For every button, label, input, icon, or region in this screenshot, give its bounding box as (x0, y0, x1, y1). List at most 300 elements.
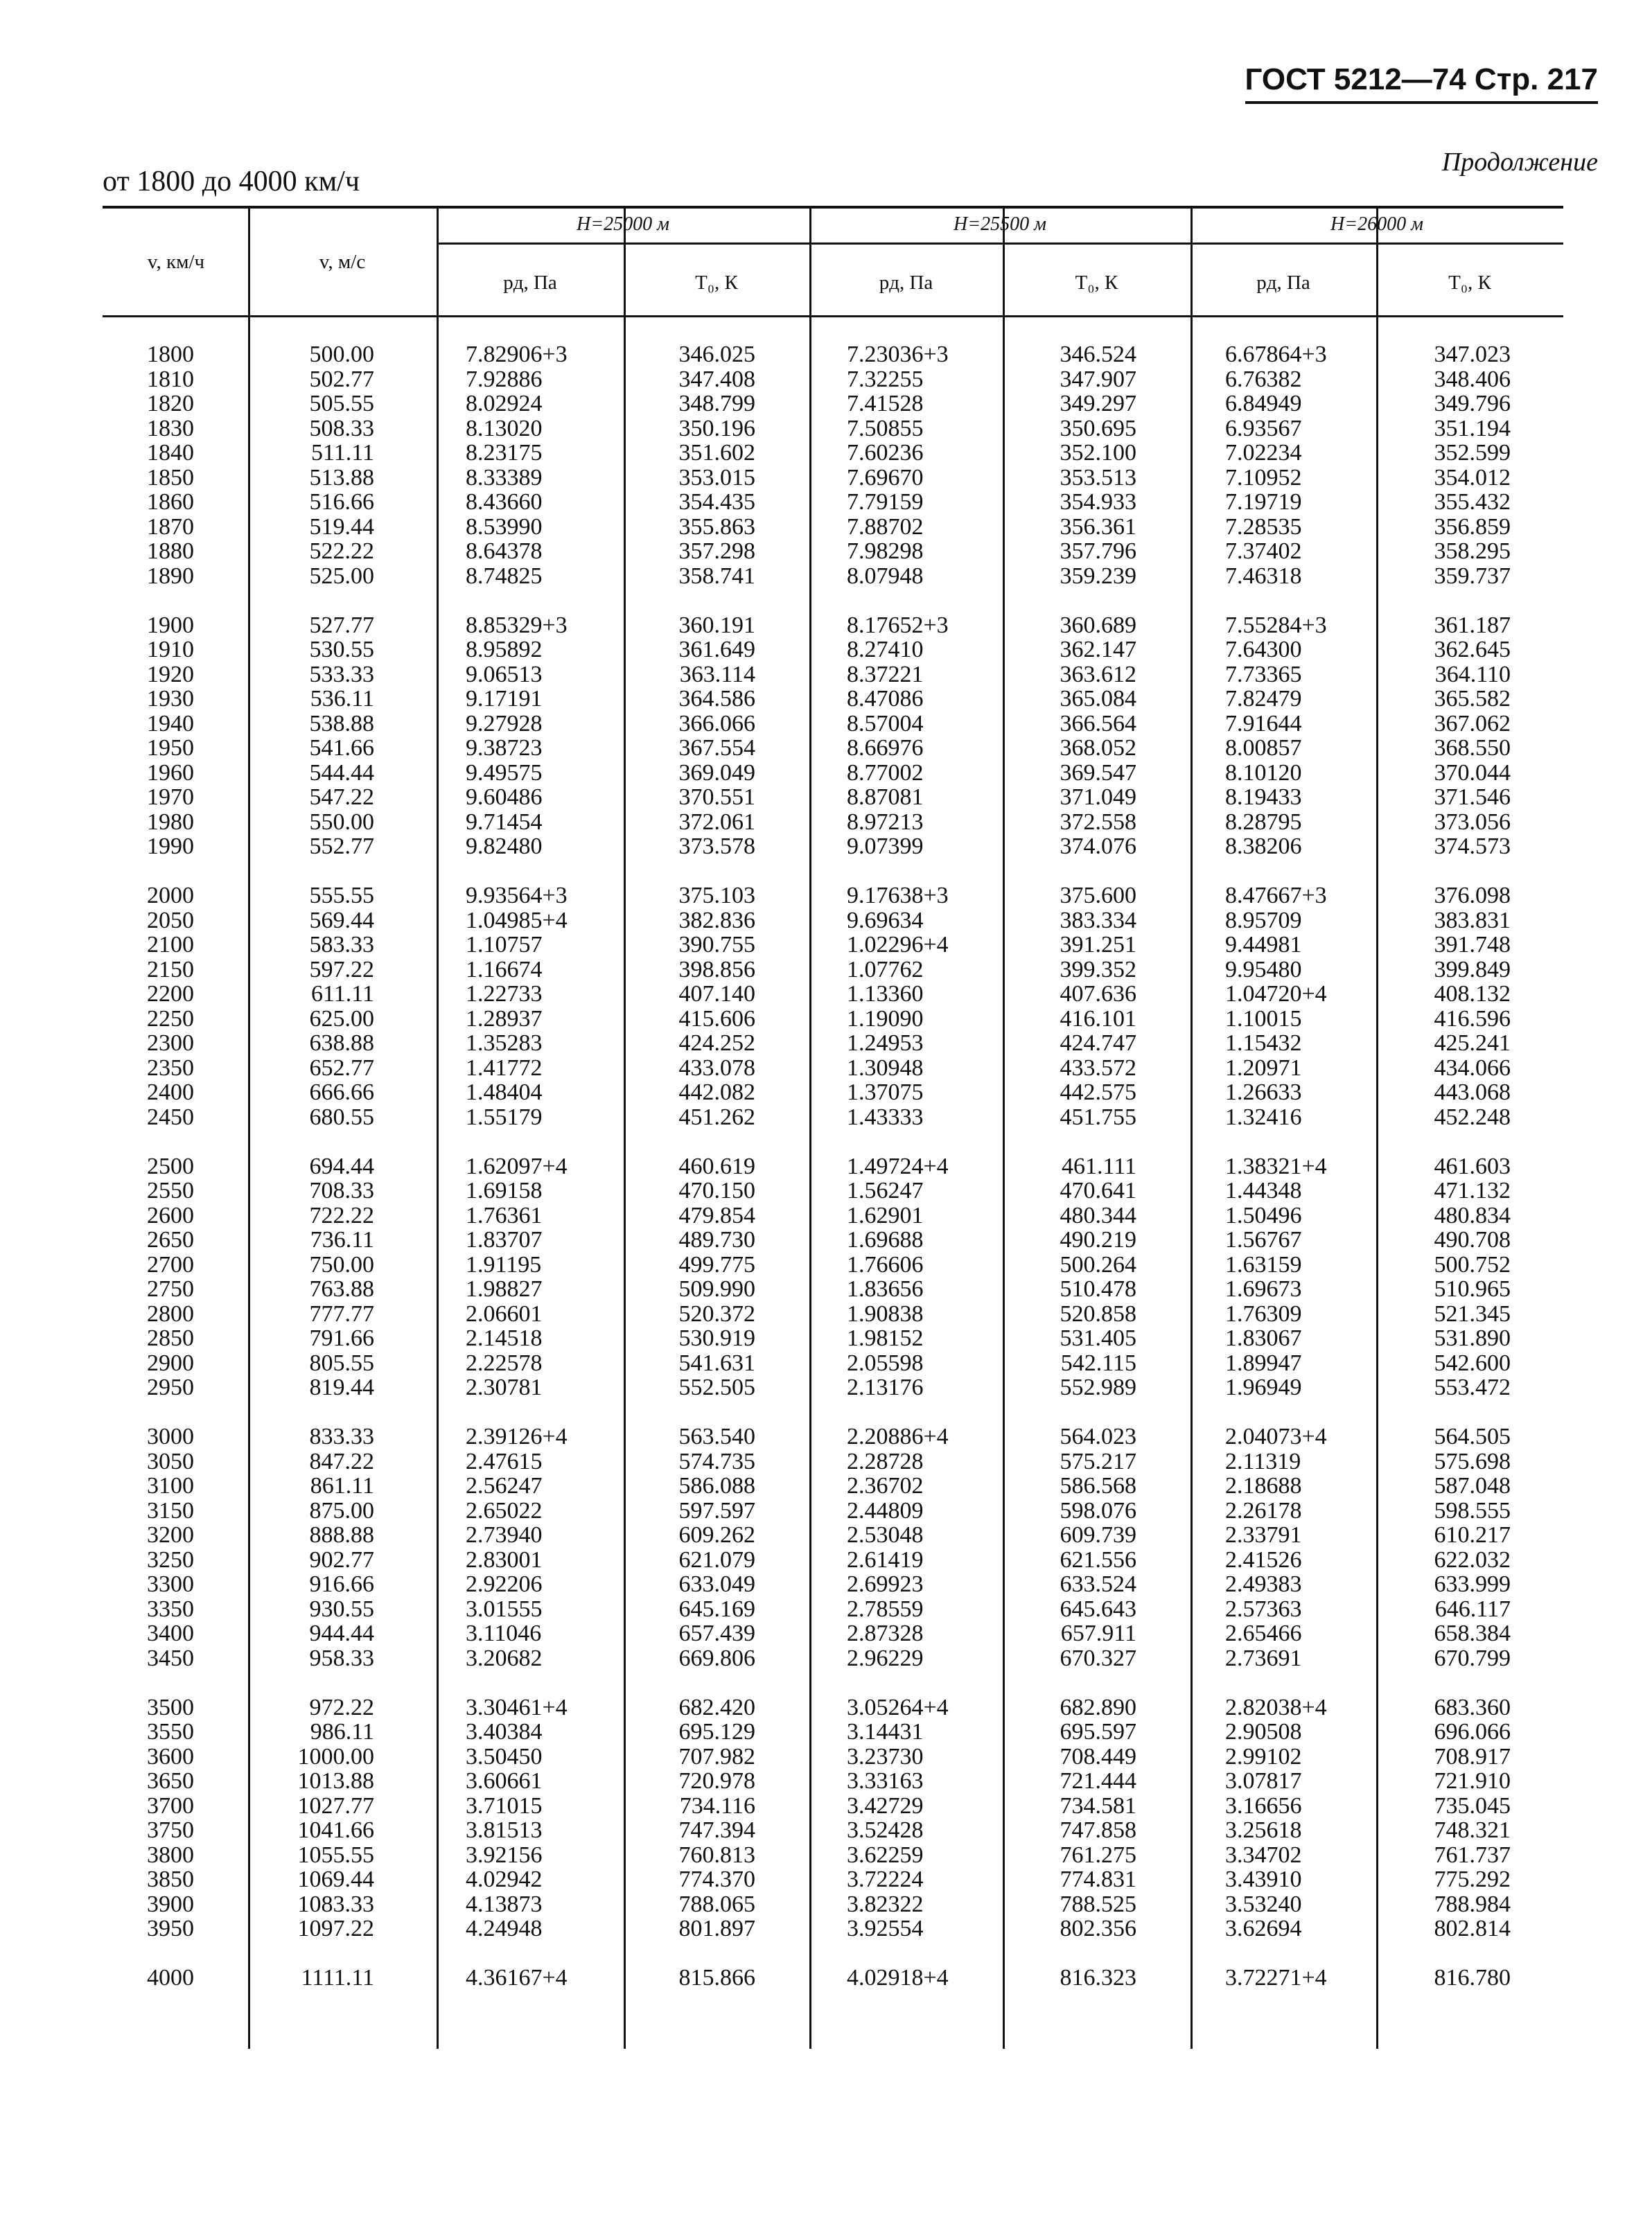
table-cell: 2.78559 (847, 1596, 924, 1622)
table-cell: 3400 (147, 1621, 194, 1646)
table-cell: 8.02924 (466, 391, 543, 416)
table-cell: 8.38206 (1225, 834, 1302, 859)
table-cell: 8.33389 (466, 464, 543, 491)
table-cell: 8.23175 (466, 440, 543, 466)
table-cell: 1840 (147, 440, 194, 466)
table-cell: 774.370 (678, 1867, 755, 1892)
table-cell: 2.83001 (466, 1546, 543, 1573)
table-cell: 707.982 (678, 1743, 755, 1770)
table-cell: 2.13176 (847, 1375, 924, 1400)
table-cell: 9.06513 (466, 661, 543, 687)
table-cell: 2600 (147, 1202, 194, 1228)
table-cell: 398.856 (678, 956, 755, 982)
table-cell: 4.02942 (466, 1867, 543, 1892)
speed-range-title: от 1800 до 4000 км/ч (103, 166, 360, 197)
table-cell: 1.69688 (847, 1227, 924, 1253)
table-cell: 461.111 (1062, 1153, 1136, 1179)
table-cell: 350.196 (678, 415, 755, 441)
table-cell: 7.02234 (1225, 440, 1302, 466)
table-cell: 847.22 (309, 1448, 374, 1474)
table-cell: 2500 (147, 1153, 194, 1179)
table-cell: 358.295 (1434, 538, 1511, 564)
table-cell: 8.85329+3 (466, 612, 568, 638)
table-cell: 3.72224 (847, 1867, 924, 1892)
table-cell: 1.76361 (466, 1202, 543, 1228)
table-cell: 2550 (147, 1178, 194, 1203)
table-cell: 2.18688 (1225, 1473, 1302, 1499)
table-cell: 542.600 (1434, 1350, 1511, 1376)
table-cell: 1.76606 (847, 1251, 924, 1278)
table-cell: 625.00 (309, 1005, 374, 1032)
table-cell: 2.92206 (466, 1571, 543, 1597)
table-cell: 2950 (147, 1375, 194, 1400)
row-gap (1400, 588, 1511, 613)
table-cell: 355.432 (1434, 489, 1511, 515)
table-cell: 802.356 (1060, 1916, 1136, 1941)
table-cell: 525.00 (309, 563, 374, 589)
table-cell: 356.859 (1434, 513, 1511, 540)
table-cell: 351.194 (1434, 415, 1511, 441)
table-cell: 2.28728 (847, 1448, 924, 1474)
table-cell: 2.87328 (847, 1621, 924, 1646)
group-header-h25500: H=25500 м (954, 213, 1046, 235)
table-cell: 425.241 (1434, 1030, 1511, 1056)
row-gap (466, 1400, 618, 1425)
table-cell: 370.044 (1434, 759, 1511, 786)
column-pd-25000 (466, 342, 618, 1991)
table-cell: 805.55 (309, 1350, 374, 1376)
table-cell: 530.919 (678, 1325, 755, 1351)
table-cell: 1.24953 (847, 1030, 924, 1056)
row-gap (1400, 1129, 1511, 1154)
col-header-t0: T₀, К (1075, 272, 1118, 294)
table-cell: 1.62097+4 (466, 1153, 568, 1179)
table-cell: 373.578 (678, 834, 755, 859)
table-cell: 3.07817 (1225, 1768, 1302, 1794)
table-cell: 720.978 (678, 1768, 755, 1794)
table-cell: 4.02918+4 (847, 1965, 949, 1991)
table-cell: 1.56767 (1225, 1227, 1302, 1253)
table-cell: 2700 (147, 1251, 194, 1278)
table-cell: 735.045 (1434, 1792, 1511, 1819)
table-cell: 816.323 (1060, 1965, 1136, 1991)
page-header: ГОСТ 5212—74 Стр. 217 (1245, 62, 1598, 104)
table-cell: 1.76309 (1225, 1300, 1302, 1327)
table-cell: 452.248 (1434, 1104, 1511, 1130)
table-cell: 370.551 (678, 784, 755, 810)
table-cell: 669.806 (678, 1645, 755, 1671)
table-cell: 666.66 (309, 1079, 374, 1105)
table-cell: 2050 (147, 907, 194, 933)
table-cell: 8.53990 (466, 513, 543, 540)
table-cell: 2.41526 (1225, 1546, 1302, 1573)
table-cell: 3.01555 (466, 1596, 543, 1622)
table-cell: 9.93564+3 (466, 883, 568, 908)
table-cell: 7.73365 (1225, 661, 1302, 687)
table-cell: 348.406 (1434, 366, 1511, 392)
table-cell: 373.056 (1434, 809, 1511, 835)
table-cell: 353.015 (678, 464, 755, 491)
table-cell: 7.64300 (1225, 637, 1302, 662)
table-cell: 1.19090 (847, 1005, 924, 1032)
table-cell: 633.049 (678, 1571, 755, 1597)
row-gap (1019, 1941, 1136, 1966)
continuation-label: Продолжение (1441, 148, 1598, 177)
col-header-pd: pд, Па (879, 272, 933, 294)
table-cell: 352.100 (1060, 440, 1136, 466)
row-gap (466, 1129, 618, 1154)
table-cell: 541.631 (678, 1350, 755, 1376)
table-cell: 480.834 (1434, 1202, 1511, 1228)
table-cell: 587.048 (1434, 1473, 1511, 1499)
table-cell: 1.20971 (1225, 1055, 1302, 1081)
table-cell: 598.555 (1434, 1497, 1511, 1524)
table-cell: 460.619 (678, 1153, 755, 1179)
table-cell: 815.866 (678, 1965, 755, 1991)
table-cell: 670.799 (1434, 1645, 1511, 1671)
column-t0-26000 (1400, 342, 1511, 1991)
table-cell: 574.735 (678, 1448, 755, 1474)
table-cell: 888.88 (309, 1522, 374, 1548)
table-cell: 8.10120 (1225, 759, 1302, 786)
table-cell: 364.110 (1434, 661, 1511, 687)
table-cell: 1.83707 (466, 1227, 543, 1253)
row-gap (644, 1400, 755, 1425)
table-cell: 416.101 (1060, 1005, 1136, 1032)
table-cell: 622.032 (1434, 1546, 1511, 1573)
col-header-pd: pд, Па (1256, 272, 1310, 294)
table-cell: 8.47086 (847, 686, 924, 712)
table-cell: 433.078 (678, 1055, 755, 1081)
table-cell: 1111.11 (301, 1965, 374, 1991)
table-cell: 8.95892 (466, 637, 543, 662)
table-cell: 1.04985+4 (466, 907, 568, 933)
row-gap (1019, 588, 1136, 613)
table-cell: 734.581 (1060, 1792, 1136, 1819)
table-cell: 3.50450 (466, 1743, 543, 1770)
row-gap (847, 1941, 999, 1966)
table-cell: 2.57363 (1225, 1596, 1302, 1622)
table-cell: 490.219 (1060, 1227, 1136, 1253)
table-cell: 694.44 (309, 1153, 374, 1179)
table-cell: 356.361 (1060, 513, 1136, 540)
table-cell: 2.56247 (466, 1473, 543, 1499)
table-cell: 533.33 (309, 661, 374, 687)
row-gap (104, 588, 194, 613)
table-cell: 2800 (147, 1300, 194, 1327)
group-rule (437, 242, 809, 245)
table-cell: 930.55 (309, 1596, 374, 1622)
table-cell: 2400 (147, 1079, 194, 1105)
table-cell: 1000.00 (297, 1743, 374, 1770)
table-cell: 2000 (147, 883, 194, 908)
table-cell: 531.890 (1434, 1325, 1511, 1351)
table-cell: 1890 (147, 563, 194, 589)
table-cell: 695.597 (1060, 1719, 1136, 1745)
table-cell: 9.82480 (466, 834, 543, 859)
table-cell: 875.00 (309, 1497, 374, 1524)
table-cell: 3.11046 (466, 1621, 542, 1646)
table-cell: 362.645 (1434, 637, 1511, 662)
table-cell: 358.741 (678, 563, 755, 589)
table-cell: 1027.77 (297, 1792, 374, 1819)
col-header-v-ms: v, м/с (319, 251, 366, 273)
table-cell: 652.77 (309, 1055, 374, 1081)
table-cell: 520.372 (678, 1300, 755, 1327)
table-cell: 542.115 (1060, 1350, 1136, 1376)
table-cell: 1.37075 (847, 1079, 924, 1105)
table-cell: 7.60236 (847, 440, 924, 466)
table-cell: 505.55 (309, 391, 374, 416)
row-gap (644, 1670, 755, 1695)
table-cell: 408.132 (1434, 981, 1511, 1007)
table-cell: 1.89947 (1225, 1350, 1302, 1376)
table-cell: 3.14431 (847, 1719, 924, 1745)
table-cell: 3300 (147, 1571, 194, 1597)
table-cell: 1.35283 (466, 1030, 543, 1056)
table-cell: 3.81513 (466, 1817, 543, 1843)
table-cell: 368.052 (1060, 735, 1136, 761)
table-cell: 9.38723 (466, 735, 543, 761)
row-gap (847, 588, 999, 613)
row-gap (1225, 588, 1371, 613)
table-cell: 8.87081 (847, 784, 924, 810)
table-cell: 1.98152 (847, 1325, 924, 1351)
group-header-h25000: H=25000 м (577, 213, 669, 235)
column-divider (248, 206, 250, 2049)
row-gap (466, 588, 618, 613)
table-cell: 3000 (147, 1424, 194, 1449)
table-cell: 552.505 (678, 1375, 755, 1400)
table-cell: 722.22 (309, 1202, 374, 1228)
column-divider (1003, 206, 1005, 2049)
row-gap (104, 1129, 194, 1154)
table-cell: 3700 (147, 1792, 194, 1819)
table-cell: 2850 (147, 1325, 194, 1351)
table-cell: 371.049 (1060, 784, 1136, 810)
column-divider (809, 206, 811, 2049)
table-cell: 352.599 (1434, 440, 1511, 466)
table-cell: 708.33 (309, 1178, 374, 1203)
table-cell: 9.95480 (1225, 956, 1302, 982)
table-cell: 442.575 (1060, 1079, 1136, 1105)
table-cell: 774.831 (1060, 1867, 1136, 1892)
column-v-ms (263, 342, 374, 1991)
table-cell: 391.251 (1060, 932, 1136, 958)
table-cell: 1950 (147, 735, 194, 761)
table-cell: 538.88 (309, 710, 374, 737)
table-cell: 9.44981 (1225, 932, 1302, 958)
table-cell: 9.69634 (847, 907, 924, 933)
table-cell: 1.13360 (847, 981, 924, 1007)
table-cell: 500.752 (1434, 1251, 1511, 1278)
table-cell: 1.63159 (1225, 1251, 1302, 1278)
table-cell: 2.33791 (1225, 1522, 1302, 1548)
table-cell: 3500 (147, 1694, 194, 1720)
table-cell: 621.556 (1060, 1546, 1136, 1573)
table-cell: 1900 (147, 612, 194, 638)
table-cell: 1870 (147, 513, 194, 540)
table-cell: 3450 (147, 1645, 194, 1671)
table-header-rule (103, 315, 1563, 317)
row-gap (644, 588, 755, 613)
table-cell: 508.33 (309, 415, 374, 441)
table-cell: 8.95709 (1225, 907, 1302, 933)
table-cell: 3750 (147, 1817, 194, 1843)
table-cell: 775.292 (1434, 1867, 1511, 1892)
row-gap (104, 859, 194, 884)
table-cell: 1013.88 (297, 1768, 374, 1794)
table-cell: 511.11 (311, 440, 374, 466)
table-cell: 2.11319 (1225, 1448, 1301, 1474)
table-cell: 3.60661 (466, 1768, 543, 1794)
row-gap (1400, 859, 1511, 884)
table-cell: 9.17638+3 (847, 883, 949, 908)
table-cell: 611.11 (311, 981, 374, 1007)
table-cell: 958.33 (309, 1645, 374, 1671)
table-cell: 1.15432 (1225, 1030, 1302, 1056)
table-cell: 3850 (147, 1867, 194, 1892)
table-cell: 6.84949 (1225, 391, 1302, 416)
table-cell: 2.06601 (466, 1300, 543, 1327)
group-rule (809, 242, 1190, 245)
column-v-kmh (104, 342, 194, 1991)
table-cell: 369.049 (678, 759, 755, 786)
table-cell: 349.796 (1434, 391, 1511, 416)
table-cell: 369.547 (1060, 759, 1136, 786)
table-cell: 575.217 (1060, 1448, 1136, 1474)
table-cell: 1.38321+4 (1225, 1153, 1327, 1179)
table-cell: 7.91644 (1225, 710, 1302, 737)
table-cell: 536.11 (310, 686, 374, 712)
table-cell: 354.012 (1434, 464, 1511, 491)
table-cell: 347.023 (1434, 342, 1511, 367)
table-cell: 1960 (147, 759, 194, 786)
table-cell: 680.55 (309, 1104, 374, 1130)
table-cell: 633.524 (1060, 1571, 1136, 1597)
table-cell: 8.00857 (1225, 735, 1302, 761)
table-cell: 2.49383 (1225, 1571, 1302, 1597)
table-cell: 3.25618 (1225, 1817, 1302, 1843)
row-gap (263, 859, 374, 884)
table-cell: 683.360 (1434, 1694, 1511, 1720)
table-cell: 563.540 (678, 1424, 755, 1449)
table-cell: 9.49575 (466, 759, 543, 786)
table-cell: 3250 (147, 1546, 194, 1573)
table-cell: 363.612 (1060, 661, 1136, 687)
table-cell: 3.05264+4 (847, 1694, 949, 1720)
table-cell: 902.77 (309, 1546, 374, 1573)
table-cell: 374.573 (1434, 834, 1511, 859)
table-cell: 2650 (147, 1227, 194, 1253)
table-cell: 365.582 (1434, 686, 1511, 712)
table-cell: 547.22 (309, 784, 374, 810)
row-gap (1225, 859, 1371, 884)
table-cell: 374.076 (1060, 834, 1136, 859)
table-cell: 1.50496 (1225, 1202, 1302, 1228)
table-cell: 366.564 (1060, 710, 1136, 737)
table-cell: 357.298 (678, 538, 755, 564)
table-cell: 364.586 (678, 686, 755, 712)
table-cell: 2.22578 (466, 1350, 543, 1376)
table-cell: 3.23730 (847, 1743, 924, 1770)
table-cell: 1.62901 (847, 1202, 924, 1228)
table-cell: 7.92886 (466, 366, 543, 392)
table-cell: 354.435 (678, 489, 755, 515)
row-gap (104, 1941, 194, 1966)
table-cell: 748.321 (1434, 1817, 1511, 1843)
table-cell: 3.34702 (1225, 1842, 1302, 1868)
table-cell: 788.525 (1060, 1891, 1136, 1917)
table-cell: 750.00 (309, 1251, 374, 1278)
table-cell: 346.524 (1060, 342, 1136, 367)
col-header-t0: T₀, К (695, 272, 738, 294)
table-cell: 2350 (147, 1055, 194, 1081)
table-cell: 3550 (147, 1719, 194, 1745)
row-gap (263, 588, 374, 613)
table-cell: 695.129 (678, 1719, 755, 1745)
table-cell: 552.989 (1060, 1375, 1136, 1400)
table-cell: 415.606 (678, 1005, 755, 1032)
table-cell: 788.984 (1434, 1891, 1511, 1917)
table-cell: 368.550 (1434, 735, 1511, 761)
table-cell: 708.449 (1060, 1743, 1136, 1770)
column-t0-25500 (1019, 342, 1136, 1991)
table-cell: 1.26633 (1225, 1079, 1302, 1105)
column-divider (437, 206, 439, 2049)
table-cell: 2.69923 (847, 1571, 924, 1597)
table-cell: 521.345 (1434, 1300, 1511, 1327)
table-cell: 1880 (147, 538, 194, 564)
table-cell: 451.755 (1060, 1104, 1136, 1130)
table-cell: 8.17652+3 (847, 612, 949, 638)
table-cell: 3.62259 (847, 1842, 924, 1868)
table-cell: 734.116 (679, 1792, 755, 1819)
table-cell: 1980 (147, 809, 194, 835)
table-cell: 365.084 (1060, 686, 1136, 712)
table-cell: 658.384 (1434, 1621, 1511, 1646)
table-cell: 7.32255 (847, 366, 924, 392)
table-cell: 7.19719 (1225, 489, 1302, 515)
table-cell: 531.405 (1060, 1325, 1136, 1351)
table-cell: 470.641 (1060, 1178, 1136, 1203)
table-cell: 638.88 (309, 1030, 374, 1056)
table-cell: 8.57004 (847, 710, 924, 737)
row-gap (466, 1941, 618, 1966)
table-cell: 361.187 (1434, 612, 1511, 638)
table-cell: 1930 (147, 686, 194, 712)
table-cell: 3950 (147, 1916, 194, 1941)
table-cell: 1990 (147, 834, 194, 859)
table-cell: 1.83656 (847, 1276, 924, 1302)
table-cell: 7.41528 (847, 391, 924, 416)
table-cell: 351.602 (678, 440, 755, 466)
table-cell: 2750 (147, 1276, 194, 1302)
table-cell: 451.262 (678, 1104, 755, 1130)
table-cell: 747.394 (678, 1817, 755, 1843)
table-cell: 443.068 (1434, 1079, 1511, 1105)
table-cell: 2.73691 (1225, 1645, 1302, 1671)
table-cell: 362.147 (1060, 637, 1136, 662)
table-cell: 816.780 (1434, 1965, 1511, 1991)
table-cell: 353.513 (1060, 464, 1136, 491)
table-cell: 1.28937 (466, 1005, 543, 1032)
table-cell: 8.74825 (466, 563, 543, 589)
row-gap (1019, 1400, 1136, 1425)
table-cell: 583.33 (309, 932, 374, 958)
table-cell: 2.65466 (1225, 1621, 1302, 1646)
table-cell: 2.44809 (847, 1497, 924, 1524)
